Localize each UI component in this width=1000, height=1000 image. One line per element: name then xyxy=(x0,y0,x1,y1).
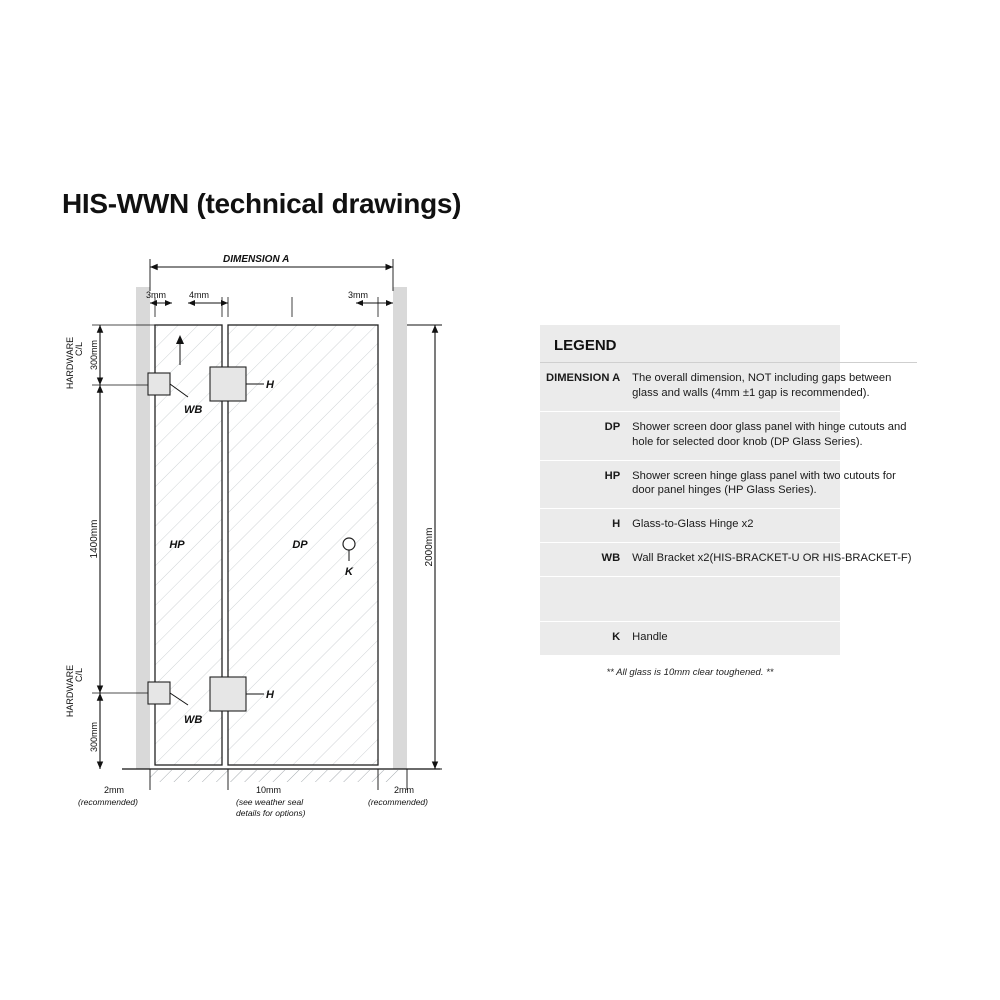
hinge-top-label: H xyxy=(266,379,274,391)
legend-key: WB xyxy=(540,543,626,577)
wall-right xyxy=(393,287,407,769)
legend-value: The overall dimension, NOT including gaps between glass and walls (4mm ±1 gap is recommended). xyxy=(626,363,917,412)
technical-drawing xyxy=(60,245,520,835)
legend-value: Glass-to-Glass Hinge x2 xyxy=(626,509,917,543)
bottom-left-note: (recommended) xyxy=(78,797,138,807)
legend-value: Shower screen hinge glass panel with two cutouts for door panel hinges (HP Glass Series). xyxy=(626,460,917,509)
legend-row xyxy=(540,363,917,412)
legend-value: Shower screen door glass panel with hinge cutouts and hole for selected door knob (DP Glass Series). xyxy=(626,411,917,460)
legend-row xyxy=(540,622,917,655)
legend-spacer-row xyxy=(540,577,917,622)
legend-panel xyxy=(540,325,912,690)
handle-label: K xyxy=(345,566,353,578)
bottom-right-value: 2mm xyxy=(394,785,414,795)
gap-mid-label: 4mm xyxy=(189,290,209,300)
legend-value: Wall Bracket x2(HIS-BRACKET-U OR HIS-BRACKET-F) xyxy=(626,543,917,577)
gap-left-label: 3mm xyxy=(146,290,166,300)
hinge-bottom xyxy=(210,677,246,711)
middle-span-label: 1400mm xyxy=(89,519,100,559)
wall-bracket-bottom xyxy=(148,682,170,704)
bottom-offset-label: 300mm xyxy=(89,721,99,753)
legend-row xyxy=(540,411,917,460)
bottom-center-value: 10mm xyxy=(256,785,282,795)
top-offset-label: 300mm xyxy=(89,339,99,371)
legend-note: ** All glass is 10mm clear toughened. ** xyxy=(540,655,840,690)
bottom-center-note-2: details for options) xyxy=(236,808,306,818)
handle-hole xyxy=(343,538,355,550)
wall-bracket-top-label: WB xyxy=(184,404,203,416)
dimension-a-label: DIMENSION A xyxy=(223,254,290,265)
height-total-label: 2000mm xyxy=(424,527,435,567)
legend-key: K xyxy=(540,622,626,655)
bottom-right-note: (recommended) xyxy=(368,797,428,807)
legend-row xyxy=(540,460,917,509)
legend-table xyxy=(540,362,917,655)
bottom-left-value: 2mm xyxy=(104,785,124,795)
panel-hp-label: HP xyxy=(169,539,185,551)
wall-bracket-top xyxy=(148,373,170,395)
hinge-top xyxy=(210,367,246,401)
legend-value: Handle xyxy=(626,622,917,655)
legend-spacer xyxy=(626,577,917,622)
drawing-svg xyxy=(60,245,520,835)
legend-key: DIMENSION A xyxy=(540,363,626,412)
legend-key: DP xyxy=(540,411,626,460)
legend-key: HP xyxy=(540,460,626,509)
legend-heading: LEGEND xyxy=(554,337,617,354)
legend-spacer xyxy=(540,577,626,622)
legend-row xyxy=(540,543,917,577)
wall-bracket-bottom-label: WB xyxy=(184,714,203,726)
gap-right-label: 3mm xyxy=(348,290,368,300)
cl-hardware-bottom-label-2: HARDWARE xyxy=(65,664,75,718)
legend-row xyxy=(540,509,917,543)
floor-hatch xyxy=(150,770,400,782)
cl-hardware-top-label-2: HARDWARE xyxy=(65,336,75,390)
bottom-center-note-1: (see weather seal xyxy=(236,797,304,807)
legend-key: H xyxy=(540,509,626,543)
hinge-bottom-label: H xyxy=(266,689,274,701)
page-title: HIS-WWN (technical drawings) xyxy=(62,188,462,219)
cl-hardware-top-label-1: C/L xyxy=(74,341,84,357)
cl-hardware-bottom-label-1: C/L xyxy=(74,667,84,683)
panel-dp-label: DP xyxy=(292,539,308,551)
